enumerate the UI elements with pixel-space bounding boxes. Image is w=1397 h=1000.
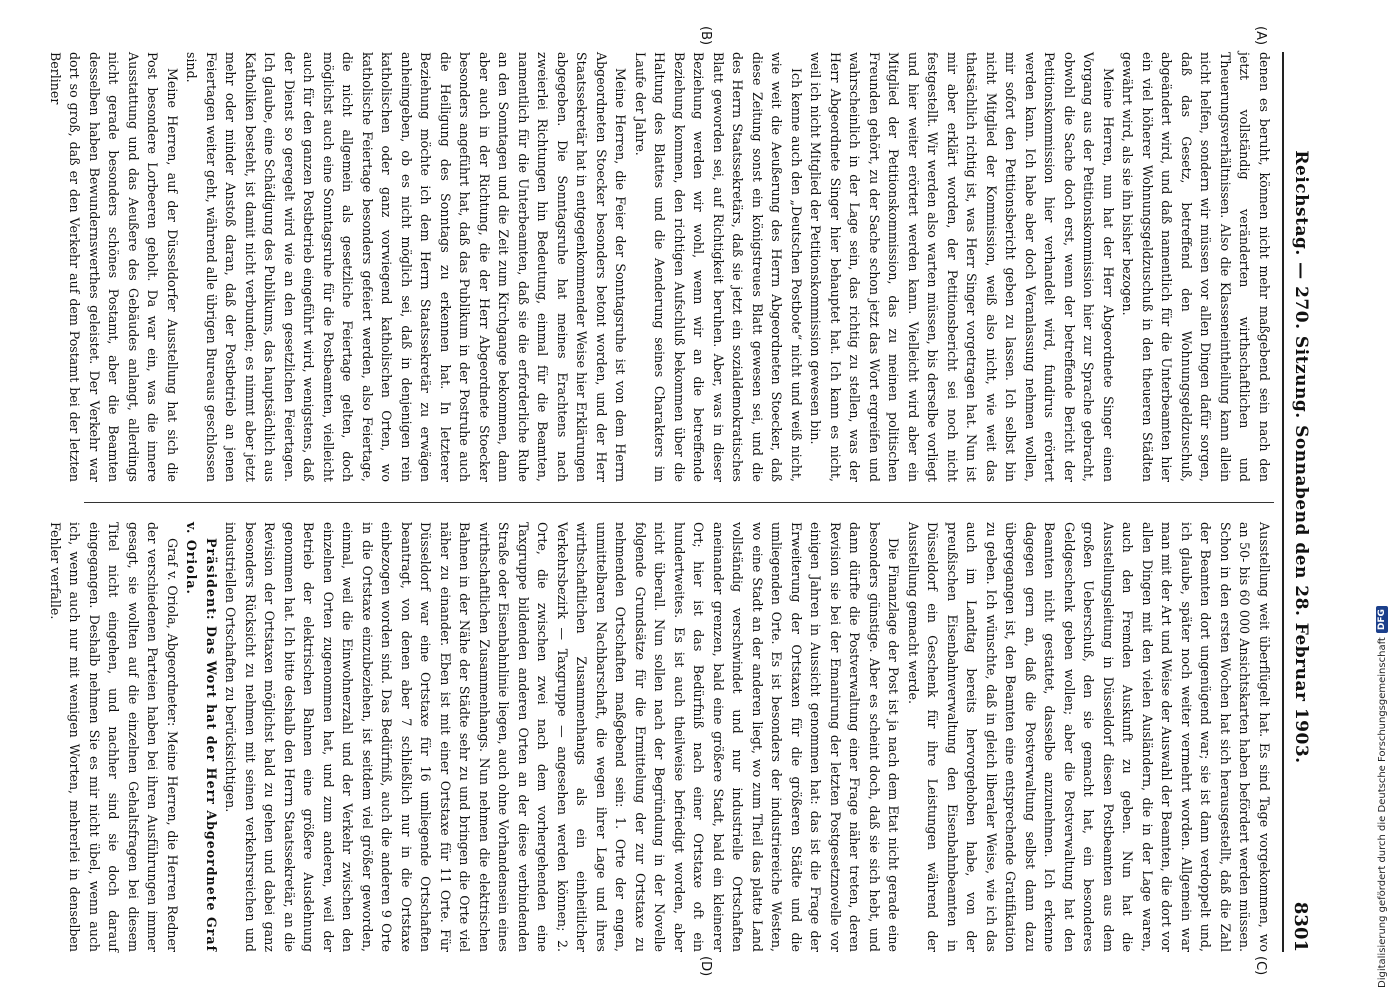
margin-marker-a: (A) bbox=[1253, 26, 1268, 46]
paragraph: Meine Herren, die Feier der Sonntagsruhe ist von dem Herrn Abgeordneten Stoecker besonders betont worden, und der Herr Staatssekretär hat in entgegenkommender Weise hier Erklärungen abgegeben. Die Sonntagsruhe hat meines Erachtens nach zweierlei Richtungen hin Bedeutung, einmal für die Beamten, namentlich für die Unterbeamten, daß sie die erforderliche Ruhe an den Sonntagen und die Zeit zum Kirchgange bekommen, dann aber auch in der Richtung, die der Herr Abgeordnete Stoecker besonders angeführt hat, daß das Publikum in der Postruhe auch die Heiligung des Sonntags zu erkennen hat. In letzterer Beziehung möchte ich dem Herrn Staatssekretär zu erwägen anheimgeben, ob es nicht möglich sei, daß in denjenigen rein katholischen oder ganz vorwiegend katholischen Orten, wo katholische Feiertage besonders gefeiert werden, also Feiertage, die nicht allgemein als gesetzliche Feiertage gelten, doch möglichst auch eine Sonntagsruhe für die Postbeamten, vielleicht auch für den ganzen Postbetrieb eingeführt wird, wenigstens, daß der Dienst so geregelt wird wie an den gesetzlichen Feiertagen. Ich glaube, eine Schädigung des Publikums, das hauptsächlich aus Katholiken besteht, ist damit nicht verbunden; es nimmt aber jetzt mehr oder minder Anstoß daran, daß der Postbetrieb an jenen Feiertagen weiter geht, während alle übrigen Bureaus geschlossen sind. bbox=[184, 52, 629, 482]
dfg-logo-icon: DFG bbox=[1376, 606, 1388, 633]
paragraph: Ausstellung weit überflügelt hat. Es sind Tage vorgekommen, wo an 50- bis 60 000 Ansichtskarten haben befördert werden müssen. Schon in den ersten Wochen hat sich herausgestellt, daß die Zahl der Beamten dort ungenügend war; sie ist dann verdoppelt und, ich glaube, später noch weiter vermehrt worden. Allgemein war man mit der Art und Weise der Auswahl der Beamten, die dort vor allen Dingen mit den vielen Ausländern, die in der Lage waren, auch den Fremden Auskunft zu geben. Nun hat die Ausstellungsleitung in Düsseldorf diesen Postbeamten aus dem großen Ueberschuß, den sie gemacht hat, ein besonderes Geldgeschenk geben wollen; aber die Postverwaltung hat den Beamten nicht gestattet, dasselbe anzunehmen. Ich erkenne dagegen gern an, daß die Postverwaltung selbst dann dazu übergegangen ist, den Beamten eine entsprechende Gratifikation zu geben. Ich wünschte, daß in gleich liberaler Weise, wie ich das auch im Landtag bereits hervorgehoben habe, von der preußischen Eisenbahnverwaltung den Eisenbahnbeamten in Düsseldorf ein Geschenk für ihre Leistungen während der Ausstellung gemacht werde. bbox=[906, 522, 1272, 952]
column-divider bbox=[84, 502, 1274, 503]
paragraph: Ich kenne auch den „Deutschen Postbote“ nicht und weiß nicht, wie weit die Aeußerung des Herrn Abgeordneten Stoecker, daß diese Zeitung sonst ein königstreues Blatt gewesen sei, und die des Herrn Staatssekretärs, daß sie jetzt ein sozialdemokratisches Blatt geworden sei, auf Richtigkeit beruhen. Aber, was in dieser Beziehung werden wir wohl, wenn wir an die betreffende Beziehung kommen, den richtigen Aufschluß bekommen über die Haltung des Blattes und die Aenderung seines Charakters im Laufe der Jahre. bbox=[633, 52, 804, 482]
speaker-paragraph: Präsident: Das Wort hat der Herr Abgeordnete Graf v. Oriola. bbox=[184, 522, 219, 952]
margin-marker-d: (D) bbox=[698, 956, 713, 977]
margin-marker-b: (B) bbox=[698, 26, 713, 46]
margin-marker-c: (C) bbox=[1253, 956, 1268, 976]
paragraph: Graf v. Oriola, Abgeordneter: Meine Herren, die Herren Redner der verschiedenen Parteien haben bei ihren Ausführungen immer gesagt, sie wollten auf die einzelnen Gehaltsfragen bei diesem Titel nicht eingehen, und nachher sind sie doch darauf eingegangen. Deshalb nehmen Sie es mir nicht übel, wenn auch ich, wenn auch nur mit wenigen Worten, mehrerlei in denselben Fehler verfalle. bbox=[48, 522, 180, 952]
paragraph: denen es beruht, können nicht mehr maßgebend sein nach den jetzt vollständig veränderten wirthschaftlichen und Theuerungsverhältnissen. Also die Klasseneintheilung kann allein nicht helfen, sondern wir müssen vor allen Dingen dafür sorgen, daß das Gesetz, betreffend den Wohnungsgeldzuschuß, abgeändert wird, und daß namentlich für die Unterbeamten hier ein viel höherer Wohnungsgeldzuschuß in den theueren Städten gewährt wird, als sie ihn bisher bezogen. bbox=[1120, 52, 1272, 482]
right-column bbox=[48, 522, 1274, 952]
page-header bbox=[1282, 52, 1318, 952]
footer-text: Digitalisierung gefördert durch die Deutsche Forschungsgemeinschaft bbox=[1376, 637, 1388, 988]
paragraph: Meine Herren, auf der Düsseldorfer Ausstellung hat sich die Post besondere Lorbeeren geholt. Da war ein, was die innere Ausstattung und das Aeußere des Gebäudes anlangt, allerdings nicht gerade besonders schönes Postamt, aber die Beamten desselben haben Bewundernswerthes geleistet. Der Verkehr war dort so groß, daß er den Verkehr auf dem Postamt bei der letzten Berliner bbox=[48, 52, 180, 482]
document-page bbox=[48, 26, 1318, 977]
paragraph: Die Finanzlage der Post ist ja nach dem Etat nicht gerade eine besonders günstige. Aber es scheint doch, daß sie sich hebt, und dann dürfte die Postverwaltung einer Frage näher treten, deren Revision sie bei der Emanirung der letzten Postgesetznovelle vor einigen Jahren in Aussicht genommen hat: das ist die Frage der Erweiterung der Ortstaxen für die größeren Städte und die umliegenden Orte. Es ist besonders der industriereiche Westen, wo eine Stadt an der anderen liegt, wo zum Theil das platte Land vollständig verschwindet und nur industrielle Ortschaften aneinander grenzen, bald eine größere Stadt, bald ein kleinerer Ort; hier ist das Bedürfniß nach einer Ortstaxe oft ein hundertweites. Es ist auch theilweise befriedigt worden, aber nicht überall. Nun sollen nach der Begründung in der Novelle folgende Grundsätze für die Ermittelung der zur Ortstaxe zu nehmenden Ortschaften maßgebend sein: 1. Orte der engen, unmittelbaren Nachbarschaft, die wegen ihrer Lage und ihres wirthschaftlichen Zusammenhangs als ein einheitlicher Verkehrsbezirk — Taxgruppe — angesehen werden können; 2. Orte, die zwischen zwei nach dem vorhergehenden eine Taxgruppe bildenden anderen Orten an der diese verbindenden Straße oder Eisenbahnlinie liegen, auch ohne Vorhandensein eines wirthschaftlichen Zusammenhangs. Nun nehmen die elektrischen Bahnen in der Nähe der Städte sehr zu und bringen die Orte viel näher zu einander. Eben ist mit einer Ortstaxe für 11 Orte. Für Düsseldorf war eine Ortstaxe für 16 umliegende Ortschaften beantragt, von denen aber 7 schließlich nur in die Ortstaxe einbezogen worden sind. Das Bedürfniß, auch die anderen 9 Orte in die Ortstaxe einzubeziehen, ist seitdem viel größer geworden, einmal, weil die Einwohnerzahl und der Verkehr zwischen den einzelnen Orten zugenommen hat, und zum anderen, weil der Betrieb der elektrischen Bahnen eine größere Ausdehnung genommen hat. Ich bitte deshalb den Herrn Staatssekretär, an die Revision der Ortstaxen möglichst bald zu gehen und dabei ganz besonders Rücksicht zu nehmen mit seinen verkehrsreichen und industriellen Ortschaften zu berücksichtigen. bbox=[223, 522, 902, 952]
left-column bbox=[48, 52, 1274, 482]
page-number: 8301 bbox=[1290, 901, 1312, 952]
paragraph: Meine Herren, nun hat der Herr Abgeordnete Singer einen Vorgang aus der Petitionskommission hier zur Sprache gebracht, obwohl die Sache doch erst, wenn der betreffende Bericht der Petitionskommission hier verhandelt wird, fundirus erörtert werden kann. Ich habe aber doch Veranlassung nehmen wollen, mir sofort den Petitionsbericht geben zu lassen. Ich selbst bin nicht Mitglied der Kommission, weiß also nicht, wie weit das thatsächlich richtig ist, was Herr Singer vorgetragen hat. Nun ist mir aber erklärt worden, der Petitionsbericht sei noch nicht festgestellt. Wir werden also warten müssen, bis derselbe vorliegt und hier weiter erörtert werden kann. Vielleicht wird aber ein Mitglied der Petitionskommission, das zu meinen politischen Freunden gehört, zu der Sache schon jetzt das Wort ergreifen und wahrscheinlich in der Lage sein, das richtig zu stellen, was der Herr Abgeordnete Singer hier behauptet hat. Ich kann es nicht, weil ich nicht Mitglied der Petitionskommission gewesen bin. bbox=[808, 52, 1116, 482]
digitization-footer bbox=[1376, 606, 1388, 988]
page-title: Reichstag. — 270. Sitzung. Sonnabend den 28. Februar 1903. bbox=[1291, 150, 1311, 764]
